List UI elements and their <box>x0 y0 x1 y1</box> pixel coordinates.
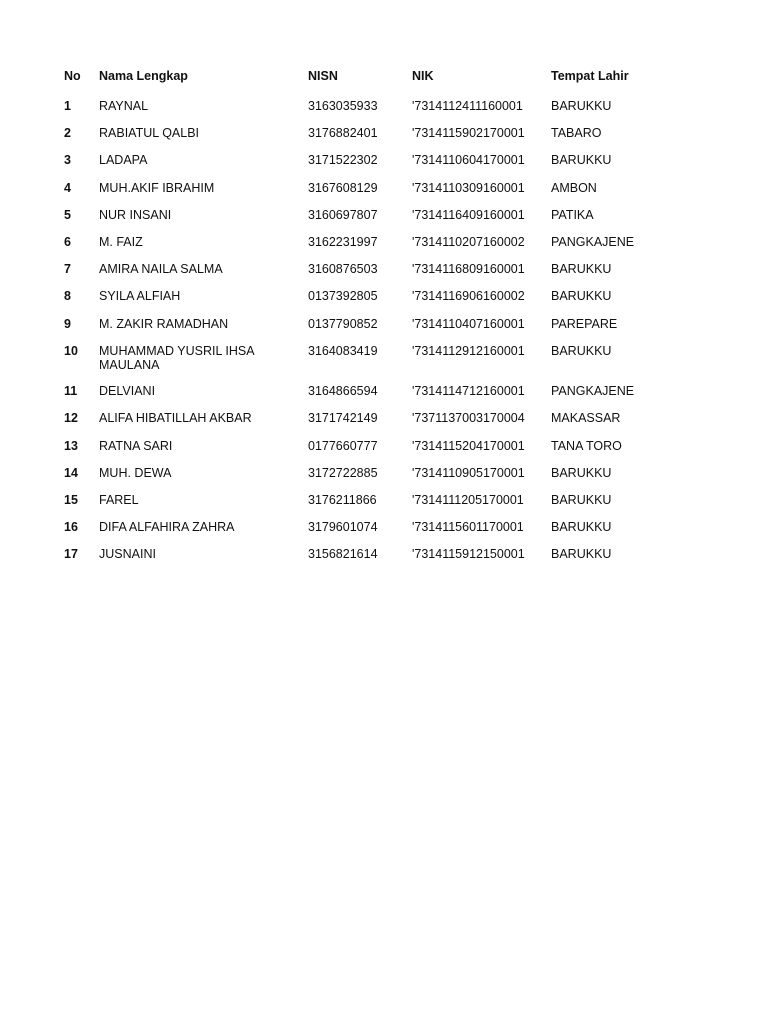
cell-name: RABIATUL QALBI <box>99 126 200 141</box>
cell-no: 15 <box>64 492 78 507</box>
cell-tempat-lahir: BARUKKU <box>551 343 612 358</box>
cell-no: 5 <box>64 207 71 222</box>
cell-nisn: 3160697807 <box>308 207 378 222</box>
cell-nik: '7314112912160001 <box>412 343 525 358</box>
cell-no: 7 <box>64 262 71 277</box>
cell-no: 9 <box>64 316 71 331</box>
cell-name: JUSNAINI <box>99 547 156 562</box>
cell-no: 1 <box>64 99 71 113</box>
cell-nisn: 3179601074 <box>308 520 378 535</box>
cell-nisn: 0177660777 <box>308 438 378 453</box>
cell-tempat-lahir: PATIKA <box>551 207 594 222</box>
cell-nisn: 3162231997 <box>308 234 378 249</box>
cell-nisn: 3171522302 <box>308 153 378 168</box>
table-row <box>60 490 700 517</box>
header-nik: NIK <box>412 69 434 83</box>
cell-name: MUHAMMAD YUSRIL IHSA MAULANA <box>99 343 254 372</box>
cell-nisn: 3164083419 <box>308 343 378 358</box>
cell-nik: '7314116809160001 <box>412 262 525 277</box>
cell-tempat-lahir: BARUKKU <box>551 492 612 507</box>
cell-nik: '7314110407160001 <box>412 316 525 331</box>
cell-tempat-lahir: TABARO <box>551 126 602 141</box>
table-row <box>60 381 700 408</box>
cell-nisn: 3163035933 <box>308 99 378 113</box>
cell-tempat-lahir: BARUKKU <box>551 547 612 562</box>
cell-no: 8 <box>64 289 71 304</box>
cell-nik: '7314116409160001 <box>412 207 525 222</box>
table-row <box>60 232 700 259</box>
cell-tempat-lahir: PANGKAJENE <box>551 234 635 249</box>
cell-nisn: 0137392805 <box>308 289 378 304</box>
header-nisn: NISN <box>308 69 338 83</box>
cell-nisn: 3160876503 <box>308 262 378 277</box>
cell-nik: '7314115902170001 <box>412 126 525 141</box>
cell-name: MUH. DEWA <box>99 465 172 480</box>
cell-nisn: 3164866594 <box>308 384 378 399</box>
cell-no: 10 <box>64 343 78 358</box>
cell-name: NUR INSANI <box>99 207 172 222</box>
cell-tempat-lahir: PAREPARE <box>551 316 618 331</box>
cell-nisn: 3176882401 <box>308 126 378 141</box>
cell-nik: '7314110309160001 <box>412 180 525 195</box>
cell-nik: '7314111205170001 <box>412 492 524 507</box>
cell-no: 2 <box>64 126 71 141</box>
cell-nik: '7314112411160001 <box>412 99 523 113</box>
header-no: No <box>64 69 81 83</box>
cell-nisn: 3156821614 <box>308 547 378 562</box>
cell-no: 12 <box>64 411 78 426</box>
student-table <box>60 66 700 572</box>
cell-tempat-lahir: BARUKKU <box>551 153 612 168</box>
table-row <box>60 123 700 150</box>
cell-nik: '7314115912150001 <box>412 547 525 562</box>
cell-nik: '7314115601170001 <box>412 520 524 535</box>
table-row <box>60 463 700 490</box>
cell-name: FAREL <box>99 492 139 507</box>
table-row <box>60 544 700 571</box>
cell-name: RATNA SARI <box>99 438 173 453</box>
cell-tempat-lahir: BARUKKU <box>551 262 612 277</box>
cell-nik: '7314116906160002 <box>412 289 525 304</box>
cell-no: 6 <box>64 234 71 249</box>
cell-name: M. FAIZ <box>99 234 143 249</box>
cell-name: ALIFA HIBATILLAH AKBAR <box>99 411 252 426</box>
table-header <box>60 66 700 96</box>
cell-name: DELVIANI <box>99 384 156 399</box>
table-row <box>60 314 700 341</box>
cell-nisn: 3176211866 <box>308 492 377 507</box>
table-row <box>60 205 700 232</box>
cell-name: MUH.AKIF IBRAHIM <box>99 180 215 195</box>
cell-nisn: 3172722885 <box>308 465 378 480</box>
table-row <box>60 341 700 382</box>
cell-name: SYILA ALFIAH <box>99 289 181 304</box>
cell-no: 17 <box>64 547 78 562</box>
cell-tempat-lahir: BARUKKU <box>551 99 612 113</box>
table-body <box>60 96 700 572</box>
cell-no: 13 <box>64 438 78 453</box>
cell-nisn: 3167608129 <box>308 180 378 195</box>
cell-tempat-lahir: BARUKKU <box>551 465 612 480</box>
table-row <box>60 96 700 123</box>
table-row <box>60 178 700 205</box>
cell-name: M. ZAKIR RAMADHAN <box>99 316 229 331</box>
table-row <box>60 150 700 177</box>
cell-tempat-lahir: BARUKKU <box>551 289 612 304</box>
cell-name: LADAPA <box>99 153 148 168</box>
cell-nisn: 0137790852 <box>308 316 378 331</box>
header-row <box>60 66 700 96</box>
cell-no: 4 <box>64 180 71 195</box>
table-row <box>60 436 700 463</box>
cell-no: 16 <box>64 520 78 535</box>
table-row <box>60 408 700 435</box>
cell-nik: '7314110905170001 <box>412 465 525 480</box>
header-name: Nama Lengkap <box>99 69 188 83</box>
cell-tempat-lahir: TANA TORO <box>551 438 622 453</box>
table-row <box>60 517 700 544</box>
cell-name: RAYNAL <box>99 99 149 113</box>
cell-nik: '7314114712160001 <box>412 384 525 399</box>
cell-no: 3 <box>64 153 71 168</box>
cell-nik: '7314115204170001 <box>412 438 525 453</box>
cell-nisn: 3171742149 <box>308 411 378 426</box>
table-row <box>60 286 700 313</box>
header-tempat-lahir: Tempat Lahir <box>551 69 629 83</box>
cell-nik: '7371137003170004 <box>412 411 525 426</box>
table-row <box>60 259 700 286</box>
cell-tempat-lahir: AMBON <box>551 180 597 195</box>
cell-no: 14 <box>64 465 78 480</box>
cell-name: AMIRA NAILA SALMA <box>99 262 223 277</box>
cell-no: 11 <box>64 384 78 399</box>
cell-tempat-lahir: MAKASSAR <box>551 411 621 426</box>
cell-name: DIFA ALFAHIRA ZAHRA <box>99 520 235 535</box>
cell-nik: '7314110207160002 <box>412 234 525 249</box>
cell-tempat-lahir: PANGKAJENE <box>551 384 635 399</box>
cell-tempat-lahir: BARUKKU <box>551 520 612 535</box>
cell-nik: '7314110604170001 <box>412 153 525 168</box>
